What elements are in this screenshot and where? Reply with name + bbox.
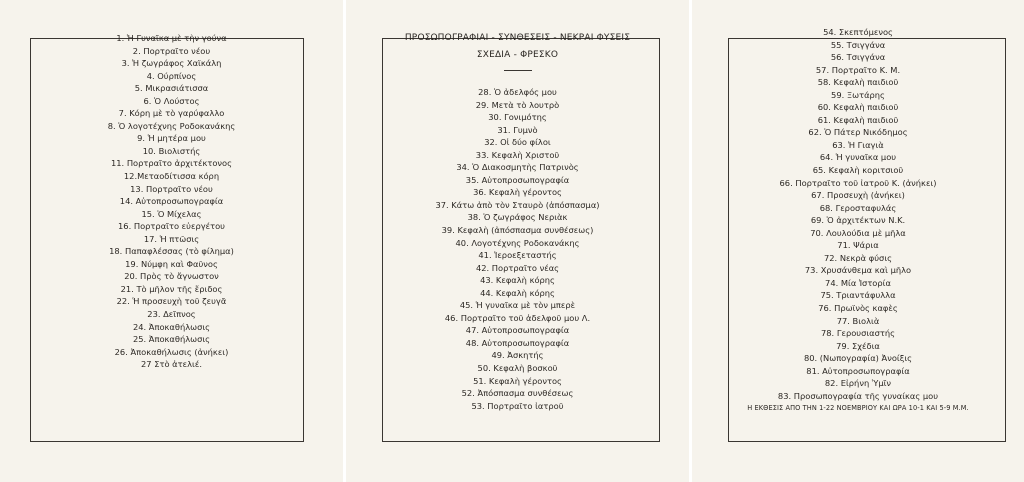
list-item: 77. Βιολιὰ bbox=[836, 315, 880, 326]
works-list bbox=[346, 86, 689, 412]
list-item: 41. Ἱεροεξεταστής bbox=[478, 250, 557, 261]
list-item: 57. Πορτραῖτο Κ. Μ. bbox=[815, 64, 901, 75]
list-item: 9. Ἡ μητέρα μου bbox=[137, 133, 206, 144]
list-item: 11. Πορτραῖτο ἀρχιτέκτονος bbox=[110, 158, 233, 169]
list-item: 72. Νεκρὰ φύσις bbox=[824, 252, 892, 263]
list-item: 16. Πορτραῖτο εὐεργέτου bbox=[118, 221, 225, 232]
list-item: 78. Γερουσιαστής bbox=[821, 328, 895, 339]
list-item: 53. Πορτραῖτο ἰατροῦ bbox=[471, 400, 564, 411]
list-item: 13. Πορτραῖτο νέου bbox=[130, 183, 213, 194]
list-item: 4. Ούρπίνος bbox=[146, 70, 197, 81]
list-item: 43. Κεφαλὴ κόρης bbox=[480, 275, 555, 286]
list-item: 20. Πρὸς τὸ ἄγνωστον bbox=[124, 271, 219, 282]
list-item: 51. Κεφαλὴ γέροντος bbox=[473, 375, 562, 386]
list-item: 67. Προσευχὴ (ἀνήκει) bbox=[811, 190, 905, 201]
list-item: 45. Ἡ γυναῖκα μὲ τὸν μπερὲ bbox=[459, 300, 576, 311]
heading-subcategories: ΣΧΕΔΙΑ - ΦΡΕΣΚΟ bbox=[476, 50, 559, 60]
list-item: 39. Κεφαλὴ (ἀπόσπασμα συνθέσεως) bbox=[441, 225, 594, 236]
heading-divider bbox=[504, 70, 532, 71]
list-item: 50. Κεφαλὴ βοσκοῦ bbox=[477, 363, 558, 374]
list-item: 56. Τσιγγάνα bbox=[830, 52, 886, 63]
list-item: 69. Ὁ ἀρχιτέκτων Ν.Κ. bbox=[810, 215, 906, 226]
list-item: 5. Μικρασιάτισσα bbox=[134, 83, 209, 94]
list-item: 44. Κεφαλὴ κόρης bbox=[480, 287, 555, 298]
list-item: 59. Ξωτάρης bbox=[831, 89, 885, 100]
list-item: 3. Ἡ ζωγράφος Χαϊκάλη bbox=[121, 58, 222, 69]
list-item: 71. Ψάρια bbox=[837, 240, 879, 251]
list-item: 54. Σκεπτόμενος bbox=[823, 27, 893, 37]
brochure-panel-left bbox=[0, 0, 343, 482]
list-item: 58. Κεφαλὴ παιδιοῦ bbox=[817, 77, 899, 88]
list-item: 1. Ἡ Γυναῖκα μὲ τὴν γούνα bbox=[116, 33, 227, 43]
list-item: 83. Προσωπογραφία τῆς γυναίκας μου bbox=[777, 390, 939, 401]
list-item: 14. Αὐτοπροσωπογραφία bbox=[119, 196, 224, 207]
list-item: 21. Τὸ μῆλον τῆς ἔριδος bbox=[120, 283, 223, 294]
list-item: 80. (Νωπογραφία) Ἀνοίξις bbox=[803, 353, 913, 364]
list-item: 38. Ὁ ζωγράφος Νεριὰκ bbox=[467, 212, 568, 223]
list-item: 64. Ἡ γυναῖκα μου bbox=[819, 152, 897, 163]
list-item: 73. Χρυσάνθεμα καὶ μῆλο bbox=[804, 265, 912, 276]
list-item: 29. Μετὰ τὸ λουτρὸ bbox=[475, 99, 560, 110]
list-item: 46. Πορτραῖτο τοῦ ἀδελφοῦ μου Λ. bbox=[444, 312, 591, 323]
list-item: 66. Πορτραῖτο τοῦ ἰατροῦ Κ. (ἀνήκει) bbox=[779, 177, 937, 188]
list-item: 61. Κεφαλὴ παιδιοῦ bbox=[817, 114, 899, 125]
list-item: 7. Κόρη μὲ τὸ γαρύφαλλο bbox=[118, 108, 225, 119]
list-item: 6. Ὁ Λούστος bbox=[143, 95, 200, 106]
list-item: 65. Κεφαλὴ κοριτσιοῦ bbox=[812, 165, 904, 176]
brochure-panel-middle bbox=[346, 0, 689, 482]
list-item: 8. Ὁ λογοτέχνης Ροδοκανάκης bbox=[107, 120, 236, 131]
list-item: 22. Ἡ προσευχὴ τοῦ ζευγᾶ bbox=[116, 296, 227, 307]
works-list bbox=[692, 26, 1024, 415]
list-item: 79. Σχέδια bbox=[836, 340, 880, 351]
list-item: 24. Ἀποκαθήλωσις bbox=[132, 321, 211, 332]
list-item: 28. Ὁ ἀδελφός μου bbox=[478, 87, 557, 97]
panel-heading bbox=[346, 30, 689, 71]
list-item: 70. Λουλούδια μὲ μῆλα bbox=[810, 227, 906, 238]
list-item: 62. Ὁ Πάτερ Νικόδημος bbox=[808, 127, 908, 138]
list-item: 17. Ἡ πτῶσις bbox=[143, 233, 200, 244]
list-item: 31. Γυμνὸ bbox=[497, 124, 538, 135]
brochure-panel-right bbox=[692, 0, 1024, 482]
list-item: 76. Πρωϊνὸς καφὲς bbox=[818, 303, 898, 314]
list-item: 48. Αὐτοπροσωπογραφία bbox=[465, 337, 570, 348]
list-item: 49. Ἀσκητής bbox=[491, 350, 544, 361]
list-item: 42. Πορτραῖτο νέας bbox=[475, 262, 560, 273]
list-item: 33. Κεφαλὴ Χριστοῦ bbox=[475, 149, 560, 160]
list-item: 40. Λογοτέχνης Ροδοκανάκης bbox=[455, 237, 580, 248]
list-item: 55. Τσιγγάνα bbox=[830, 39, 886, 50]
list-item: 75. Τριαντάφυλλα bbox=[820, 290, 896, 301]
works-list bbox=[0, 32, 343, 371]
list-item: 10. Βιολιστής bbox=[142, 145, 201, 156]
list-item: 12.Μεταοδίτισσα κόρη bbox=[123, 171, 220, 182]
list-item: 27 Στὸ ἀτελιέ. bbox=[141, 359, 202, 370]
list-item: 32. Οἱ δύο φίλοι bbox=[484, 137, 551, 148]
list-item: 68. Γεροσταφυλάς bbox=[819, 202, 897, 213]
list-item: 18. Παπαφλέσσας (τὸ φίλημα) bbox=[109, 246, 234, 257]
list-item: 35. Αὐτοπροσωπογραφία bbox=[465, 174, 570, 185]
list-item: 37. Κάτω ἀπὸ τὸν Σταυρὸ (ἀπόσπασμα) bbox=[435, 199, 600, 210]
heading-categories: ΠΡΟΣΩΠΟΓΡΑΦΙΑΙ - ΣΥΝΘΕΣΕΙΣ - ΝΕΚΡΑΙ ΦΥΣΕΙΣ bbox=[404, 33, 631, 43]
list-item: 34. Ὁ Διακοσμητὴς Πατρινὸς bbox=[456, 162, 579, 173]
list-item: 36. Κεφαλὴ γέροντος bbox=[473, 187, 562, 198]
list-item: 74. Μία Ἱστορία bbox=[825, 277, 891, 288]
exhibition-dates-note: Η ΕΚΘΕΣΙΣ ΑΠΟ ΤΗΝ 1-22 ΝΟΕΜΒΡΙΟΥ ΚΑΙ ΩΡΑ 10-1 ΚΑΙ 5-9 Μ.Μ. bbox=[747, 404, 969, 413]
list-item: 52. Ἀπόσπασμα συνθέσεως bbox=[461, 388, 574, 399]
list-item: 63. Ἡ Γιαγιὰ bbox=[832, 139, 884, 150]
list-item: 26. Ἀποκαθήλωσις (ἀνήκει) bbox=[114, 346, 229, 357]
list-item: 82. Εἰρήνη Ὑμῖν bbox=[824, 378, 892, 389]
list-item: 30. Γονιμότης bbox=[488, 112, 547, 123]
list-item: 2. Πορτραῖτο νέου bbox=[132, 45, 211, 56]
list-item: 81. Αὐτοπροσωπογραφία bbox=[806, 365, 910, 376]
list-item: 15. Ὁ Μίχελας bbox=[141, 208, 202, 219]
list-item: 23. Δεῖπνος bbox=[147, 309, 196, 320]
list-item: 47. Αὐτοπροσωπογραφία bbox=[465, 325, 570, 336]
list-item: 19. Νύμφη καὶ Φαῦνος bbox=[125, 258, 218, 269]
list-item: 60. Κεφαλὴ παιδιοῦ bbox=[817, 102, 899, 113]
list-item: 25. Ἀποκαθήλωσις bbox=[132, 334, 211, 345]
